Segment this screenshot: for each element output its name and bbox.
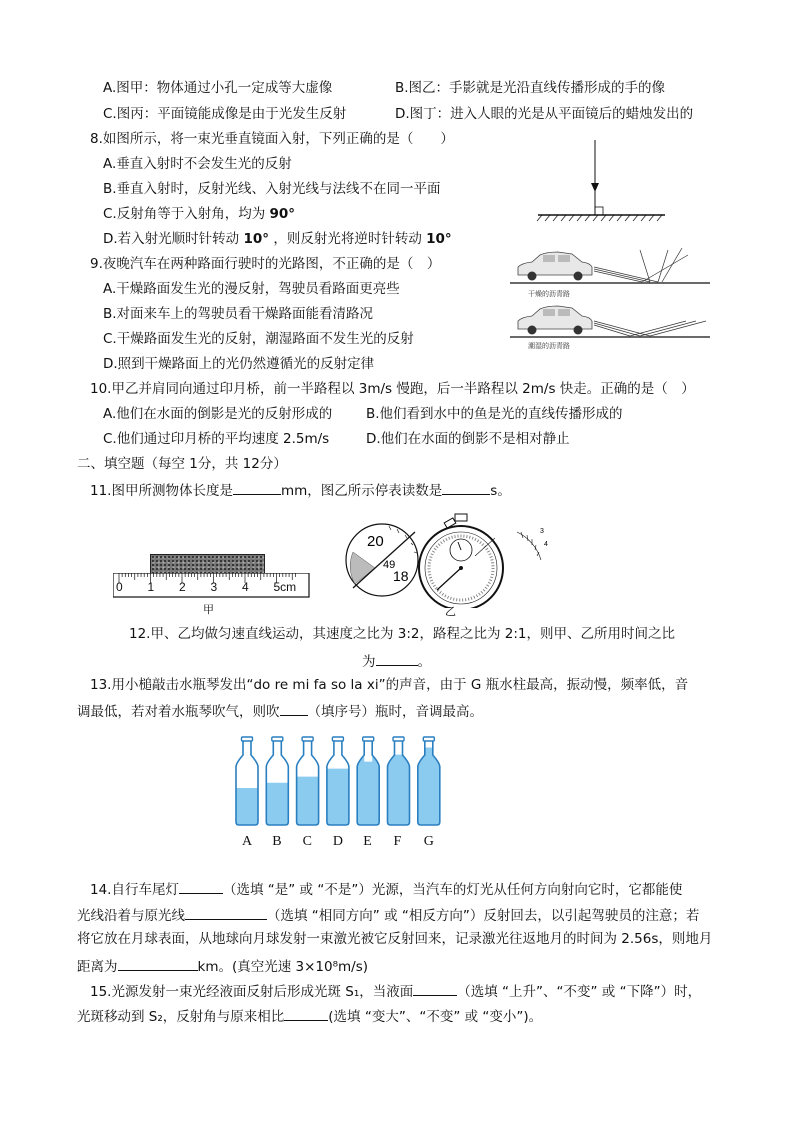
water-bottle (266, 737, 288, 825)
q15-blank-level[interactable] (413, 981, 457, 996)
water-bottle (418, 737, 440, 825)
q8-option-d-angle2: 10° (426, 231, 452, 247)
q13-line1: 13.用小槌敲击水瓶琴发出“do re mi fa so la xi”的声音，由于 G 瓶水柱最高，振动慢，频率低，音 (90, 677, 689, 693)
q11-text2: mm，图乙所示停表读数是 (280, 483, 443, 499)
q8-option-c (103, 205, 295, 223)
q10-option-c: C.他们通过印月桥的平均速度 2.5m/s (103, 431, 330, 447)
scale-num-3: 3 (540, 528, 544, 535)
bottle-water (388, 755, 410, 825)
bottle-cap (393, 737, 404, 741)
label-jia: 甲 (203, 603, 214, 616)
bottle-label: D (332, 834, 344, 849)
q14-text1: 14.自行车尾灯 (90, 882, 179, 898)
q11-text1: 11.图甲所测物体长度是 (90, 483, 233, 499)
q13-text1: 调最低，若对着水瓶琴吹气，则吹 (77, 704, 280, 720)
q14-text6: km。(真空光速 3×10⁸m/s) (197, 959, 369, 975)
q14-text5: 距离为 (77, 959, 118, 975)
section-title: 二、填空题（每空 1分，共 12分） (77, 456, 287, 472)
q13-text2: （填序号）瓶时，音调最高。 (307, 704, 483, 720)
bottle-label: E (363, 834, 372, 849)
stopwatch-icon (419, 514, 503, 608)
q11-stopwatch-figure (345, 508, 565, 618)
water-bottle (327, 737, 349, 825)
q14-line2 (77, 905, 699, 925)
q12-blank[interactable] (376, 651, 418, 666)
q10-option-a: A.他们在水面的倒影是光的反射形成的 (103, 406, 333, 422)
q9-option-d: D.照到干燥路面上的光仍然遵循光的反射定律 (103, 356, 375, 372)
bottle-label: C (302, 834, 312, 849)
ruler-labels (113, 580, 313, 596)
q13-line2 (77, 701, 483, 721)
q8-option-c-text: C.反射角等于入射角，均为 (103, 206, 266, 222)
q9-road-figure (510, 245, 710, 350)
bottle-cap (302, 737, 313, 741)
bottle-water (266, 783, 288, 825)
ruler-tick-label: 3 (210, 580, 218, 594)
q13-bottles-figure (226, 733, 446, 853)
q13-blank[interactable] (280, 701, 308, 716)
dial-number-49: 49 (383, 559, 396, 571)
q12-text2: 。 (417, 654, 431, 670)
label-yi: 乙 (445, 605, 456, 618)
q7-option-b: B.图乙：手影就是光沿直线传播形成的手的像 (395, 80, 666, 96)
mirror-hatching (537, 215, 662, 221)
q7-option-a: A.图甲：物体通过小孔一定成等大虚像 (103, 80, 333, 96)
dial-number-20: 20 (367, 533, 384, 550)
q15-line1 (90, 981, 701, 1001)
q7-option-c: C.图丙：平面镜能成像是由于光发生反射 (103, 106, 347, 122)
bottle-cap (363, 737, 374, 741)
q10-option-b: B.他们看到水中的鱼是光的直线传播形成的 (366, 406, 623, 422)
q8-option-d-angle1: 10° (243, 231, 270, 247)
bottle-label: G (423, 834, 434, 849)
ruler-tick-label: 4 (242, 580, 249, 594)
water-bottle (357, 737, 379, 825)
q14-line1 (90, 879, 682, 899)
q15-text4: (选填 “变大”、“不变” 或 “变小”)。 (328, 1009, 543, 1025)
ruler-tick-label: 0 (116, 580, 123, 594)
q15-line2 (77, 1006, 542, 1026)
q11-blank-length[interactable] (233, 480, 281, 495)
light-rays-wet (594, 321, 706, 336)
q15-text3: 光斑移动到 S₂，反射角与原来相比 (77, 1009, 285, 1025)
bottle-label: A (242, 834, 253, 849)
q14-blank-direction[interactable] (185, 905, 267, 920)
q7-option-d: D.图丁：进入人眼的光是从平面镜后的蜡烛发出的 (395, 106, 694, 122)
light-rays-dry (594, 248, 688, 282)
water-bottle (388, 737, 410, 825)
bottle-water (327, 769, 349, 825)
q10-stem: 10.甲乙并肩同向通过印月桥，前一半路程以 3m/s 慢跑，后一半路程以 2m/s 快走。正确的是（ ） (90, 381, 695, 397)
dry-road-label: 干燥的沥青路 (528, 290, 570, 298)
ruler-tick-label: 2 (179, 580, 186, 594)
q12-line1: 12.甲、乙均做匀速直线运动，其速度之比为 3:2，路程之比为 2:1，则甲、乙所用时间之比 (129, 626, 676, 642)
wet-road-label: 潮湿的沥青路 (528, 342, 570, 350)
q14-text4: （选填 “相同方向” 或 “相反方向”）反射回去，以引起驾驶员的注意；若 (267, 908, 700, 924)
q8-option-d-text2: ，则反射光将逆时针转动 (273, 231, 422, 247)
q9-option-a: A.干燥路面发生光的漫反射，驾驶员看路面更亮些 (103, 281, 400, 297)
q15-text2: （选填 “上升”、“不变” 或 “下降”）时， (457, 984, 702, 1000)
ruler-tick-label: 5cm (273, 580, 297, 594)
q14-line3: 将它放在月球表面，从地球向月球发射一束激光被它反射回来，记录激光往返地月的时间为 2.56s，则地月 (77, 931, 713, 947)
q11-text3: s。 (490, 483, 511, 499)
q9-option-c: C.干燥路面发生光的反射，潮湿路面不发生光的反射 (103, 331, 414, 347)
right-angle-mark (595, 207, 603, 215)
bottle-cap (242, 737, 253, 741)
bottle-label: F (393, 834, 402, 849)
bottle-water (297, 777, 319, 825)
measured-object (150, 554, 265, 574)
q14-blank-distance[interactable] (118, 956, 198, 971)
q15-blank-angle[interactable] (284, 1006, 328, 1021)
ray-arrow-icon (591, 183, 599, 192)
car-icon (518, 306, 592, 335)
ruler-tick-label: 1 (147, 580, 155, 594)
q14-line4 (77, 956, 368, 976)
bottle-cap (272, 737, 283, 741)
car-icon (518, 252, 592, 281)
q14-text2: （选填 “是” 或 “不是”）光源，当汽车的灯光从任何方向射向它时，它都能使 (222, 882, 683, 898)
scale-num-4: 4 (544, 541, 548, 548)
q10-option-d: D.他们在水面的倒影不是相对静止 (366, 431, 570, 447)
q8-option-b: B.垂直入射时，反射光线、入射光线与法线不在同一平面 (103, 181, 441, 197)
bottle-water (236, 788, 258, 825)
q9-option-b: B.对面来车上的驾驶员看干燥路面能看清路况 (103, 306, 374, 322)
q9-stem: 9.夜晚汽车在两种路面行驶时的光路图，不正确的是（ ） (90, 256, 441, 272)
bottle-water (357, 755, 379, 825)
water-bottle (236, 737, 258, 825)
q14-text3: 光线沿着与原光线 (77, 908, 185, 924)
q8-mirror-figure (530, 135, 680, 230)
q11-ruler-figure (113, 554, 313, 620)
q8-option-a: A.垂直入射时不会发生光的反射 (103, 156, 292, 172)
dial-number-18: 18 (393, 568, 409, 584)
q15-text1: 15.光源发射一束光经液面反射后形成光斑 S₁，当液面 (90, 984, 414, 1000)
bottle-cap (332, 737, 343, 741)
bottle-cap (423, 737, 434, 741)
q11-blank-stopwatch[interactable] (442, 480, 490, 495)
q12-line2 (362, 651, 431, 671)
bottle-label: B (272, 834, 282, 849)
q8-option-d-text1: D.若入射光顺时针转动 (103, 231, 240, 247)
q8-stem: 8.如图所示，将一束光垂直镜面入射，下列正确的是（ ） (90, 131, 454, 147)
q12-text1: 为 (362, 654, 376, 670)
q11-line (90, 480, 511, 500)
q8-option-c-value: 90° (269, 206, 296, 222)
q14-blank-source[interactable] (179, 879, 223, 894)
water-bottle (297, 737, 319, 825)
q8-option-d (103, 230, 452, 248)
